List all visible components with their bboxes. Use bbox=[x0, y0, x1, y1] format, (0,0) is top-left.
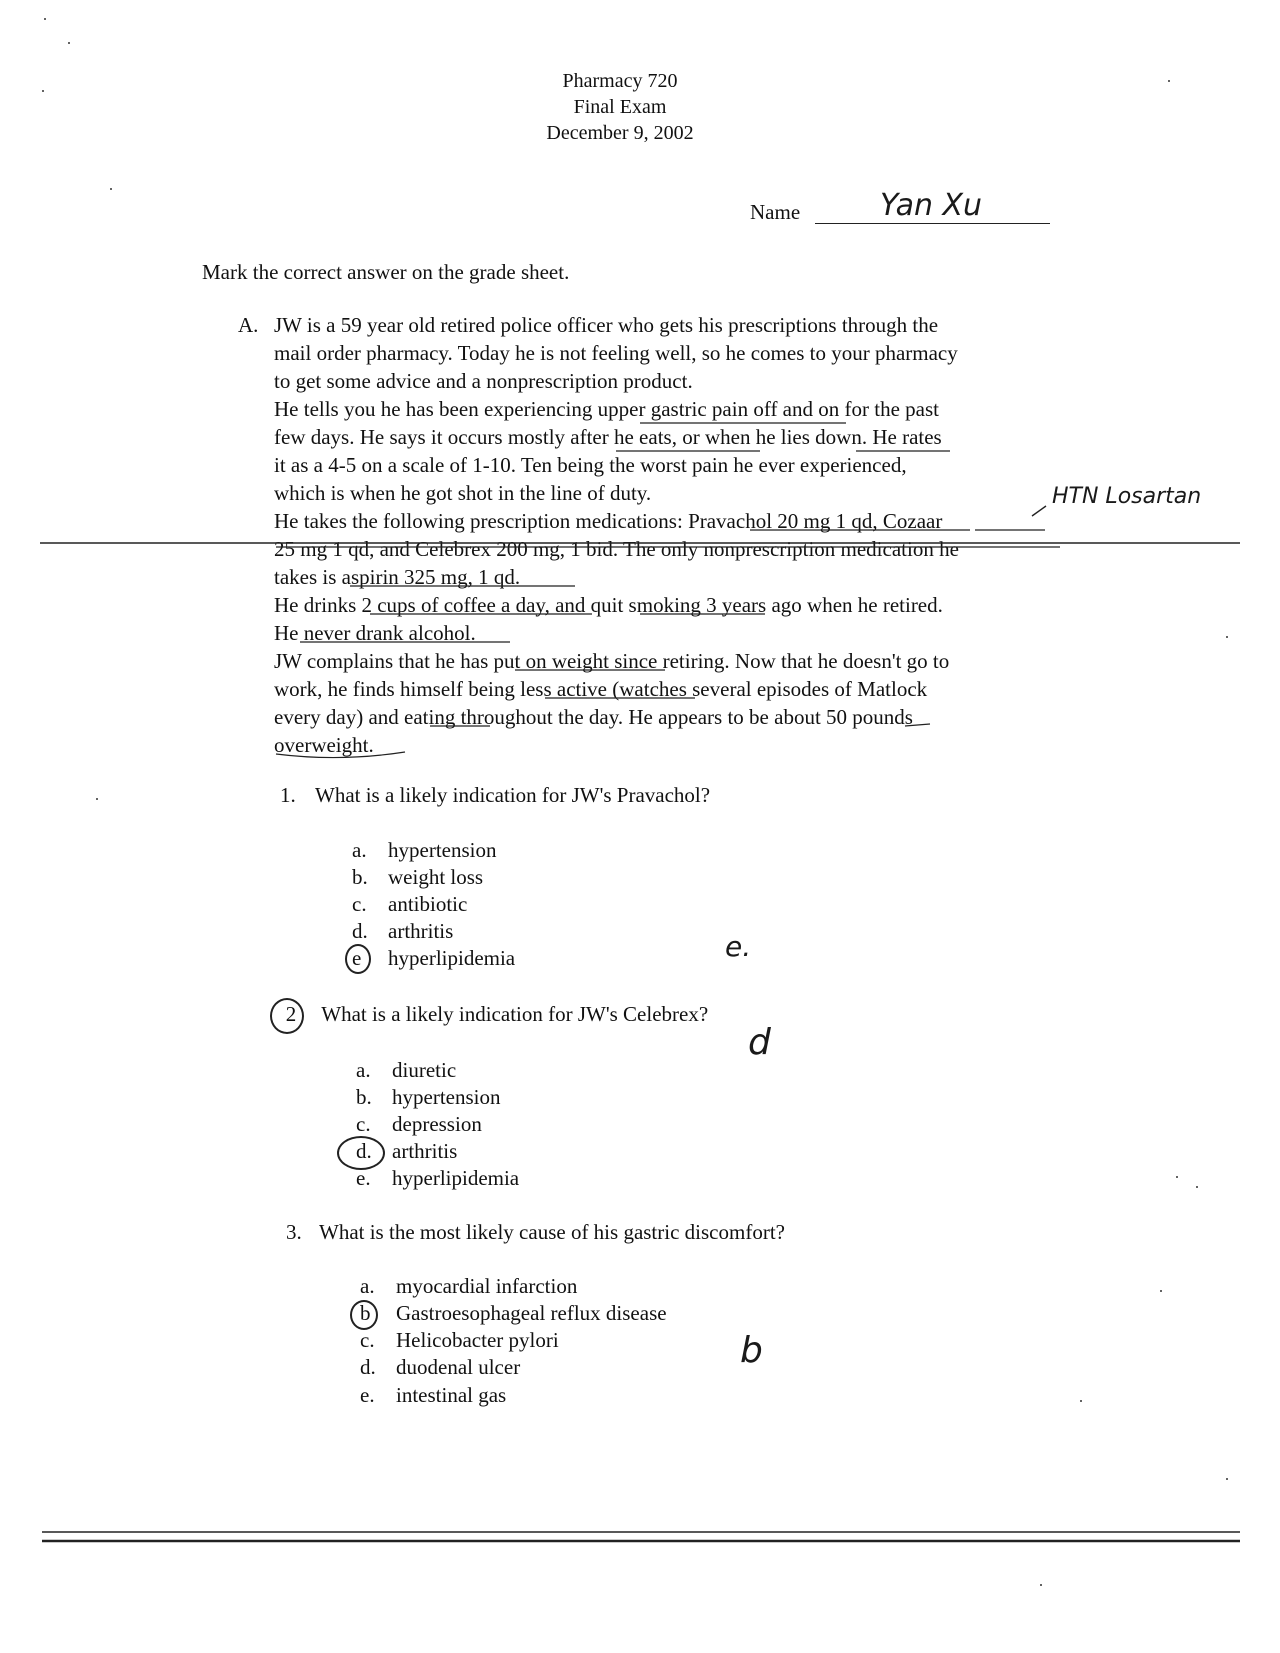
case-line: every day) and eating throughout the day. He appears to be about 50 pounds bbox=[274, 705, 913, 729]
case-line: to get some advice and a nonprescription product. bbox=[274, 369, 693, 393]
margin-note: HTN Losartan bbox=[1052, 484, 1202, 509]
option-1c[interactable]: c. antibiotic bbox=[352, 892, 468, 916]
scan-speck bbox=[1160, 1290, 1162, 1292]
case-line: He never drank alcohol. bbox=[274, 621, 476, 645]
scan-speck bbox=[1196, 1186, 1198, 1188]
question-1 bbox=[280, 783, 710, 808]
question-2 bbox=[280, 1002, 708, 1027]
handwritten-answer-2: d bbox=[748, 1022, 771, 1063]
option-3e[interactable]: e. intestinal gas bbox=[360, 1383, 507, 1407]
option-3a[interactable]: a. myocardial infarction bbox=[360, 1274, 578, 1298]
case-line: He drinks 2 cups of coffee a day, and quit smoking 3 years ago when he retired. bbox=[274, 593, 943, 617]
option-3c[interactable]: c. Helicobacter pylori bbox=[360, 1328, 559, 1352]
case-line: work, he finds himself being less active (watches several episodes of Matlock bbox=[274, 677, 928, 701]
question-text: What is a likely indication for JW's Celebrex? bbox=[321, 1002, 709, 1026]
scan-speck bbox=[1168, 80, 1170, 82]
scan-speck bbox=[1226, 636, 1228, 638]
question-number: 1. bbox=[280, 783, 296, 807]
case-line: JW is a 59 year old retired police officer who gets his prescriptions through the bbox=[274, 313, 939, 337]
option-2a[interactable]: a. diuretic bbox=[356, 1058, 457, 1082]
question-3 bbox=[286, 1220, 785, 1245]
case-label: A. bbox=[238, 313, 259, 337]
option-1e[interactable]: e hyperlipidemia bbox=[352, 946, 516, 970]
scan-speck bbox=[1080, 1400, 1082, 1402]
case-line: He takes the following prescription medications: Pravachol 20 mg 1 qd, Cozaar bbox=[274, 509, 943, 533]
course-title: Pharmacy 720 bbox=[562, 70, 678, 92]
name-label: Name bbox=[750, 200, 801, 224]
option-2b[interactable]: b. hypertension bbox=[356, 1085, 501, 1109]
case-line: JW complains that he has put on weight since retiring. Now that he doesn't go to bbox=[274, 649, 950, 673]
option-1a[interactable]: a. hypertension bbox=[352, 838, 497, 862]
question-text: What is the most likely cause of his gastric discomfort? bbox=[319, 1220, 785, 1244]
scan-speck bbox=[44, 18, 46, 20]
question-number: 2 bbox=[285, 1002, 297, 1026]
case-line: it as a 4-5 on a scale of 1-10. Ten being the worst pain he ever experienced, bbox=[274, 453, 907, 477]
answer-circle bbox=[345, 944, 371, 974]
option-1b[interactable]: b. weight loss bbox=[352, 865, 484, 889]
option-2d[interactable]: d. arthritis bbox=[356, 1139, 458, 1163]
scan-speck bbox=[110, 188, 112, 190]
case-line: mail order pharmacy. Today he is not feeling well, so he comes to your pharmacy bbox=[274, 341, 958, 365]
instruction-text: Mark the correct answer on the grade sheet. bbox=[202, 260, 570, 284]
question-text: What is a likely indication for JW's Pravachol? bbox=[315, 783, 711, 807]
handwritten-answer-1: e. bbox=[725, 930, 752, 963]
case-line: He tells you he has been experiencing upper gastric pain off and on for the past bbox=[274, 397, 939, 421]
exam-date: December 9, 2002 bbox=[546, 122, 694, 144]
question-number-circle bbox=[270, 998, 304, 1034]
option-2c[interactable]: c. depression bbox=[356, 1112, 482, 1136]
case-line: takes is aspirin 325 mg, 1 qd. bbox=[274, 565, 521, 589]
answer-circle bbox=[350, 1300, 378, 1330]
scan-speck bbox=[1176, 1176, 1178, 1178]
case-line: overweight. bbox=[274, 733, 374, 757]
scan-speck bbox=[42, 90, 44, 92]
name-handwritten: Yan Xu bbox=[880, 188, 983, 223]
question-number: 3. bbox=[286, 1220, 302, 1244]
exam-title: Final Exam bbox=[573, 96, 667, 118]
answer-circle bbox=[337, 1136, 385, 1170]
scan-speck bbox=[1226, 1478, 1228, 1480]
case-line: which is when he got shot in the line of duty. bbox=[274, 481, 652, 505]
case-line-struck: 25 mg 1 qd, and Celebrex 200 mg, 1 bid. The only nonprescription medication he bbox=[274, 537, 959, 561]
scan-speck bbox=[1040, 1584, 1042, 1586]
handwritten-answer-3: b bbox=[740, 1330, 763, 1371]
scan-speck bbox=[96, 798, 98, 800]
scan-speck bbox=[68, 42, 70, 44]
case-line: few days. He says it occurs mostly after he eats, or when he lies down. He rates bbox=[274, 425, 942, 449]
option-3b[interactable]: b Gastroesophageal reflux disease bbox=[360, 1301, 667, 1325]
option-1d[interactable]: d. arthritis bbox=[352, 919, 454, 943]
option-2e[interactable]: e. hyperlipidemia bbox=[356, 1166, 520, 1190]
option-3d[interactable]: d. duodenal ulcer bbox=[360, 1355, 521, 1379]
